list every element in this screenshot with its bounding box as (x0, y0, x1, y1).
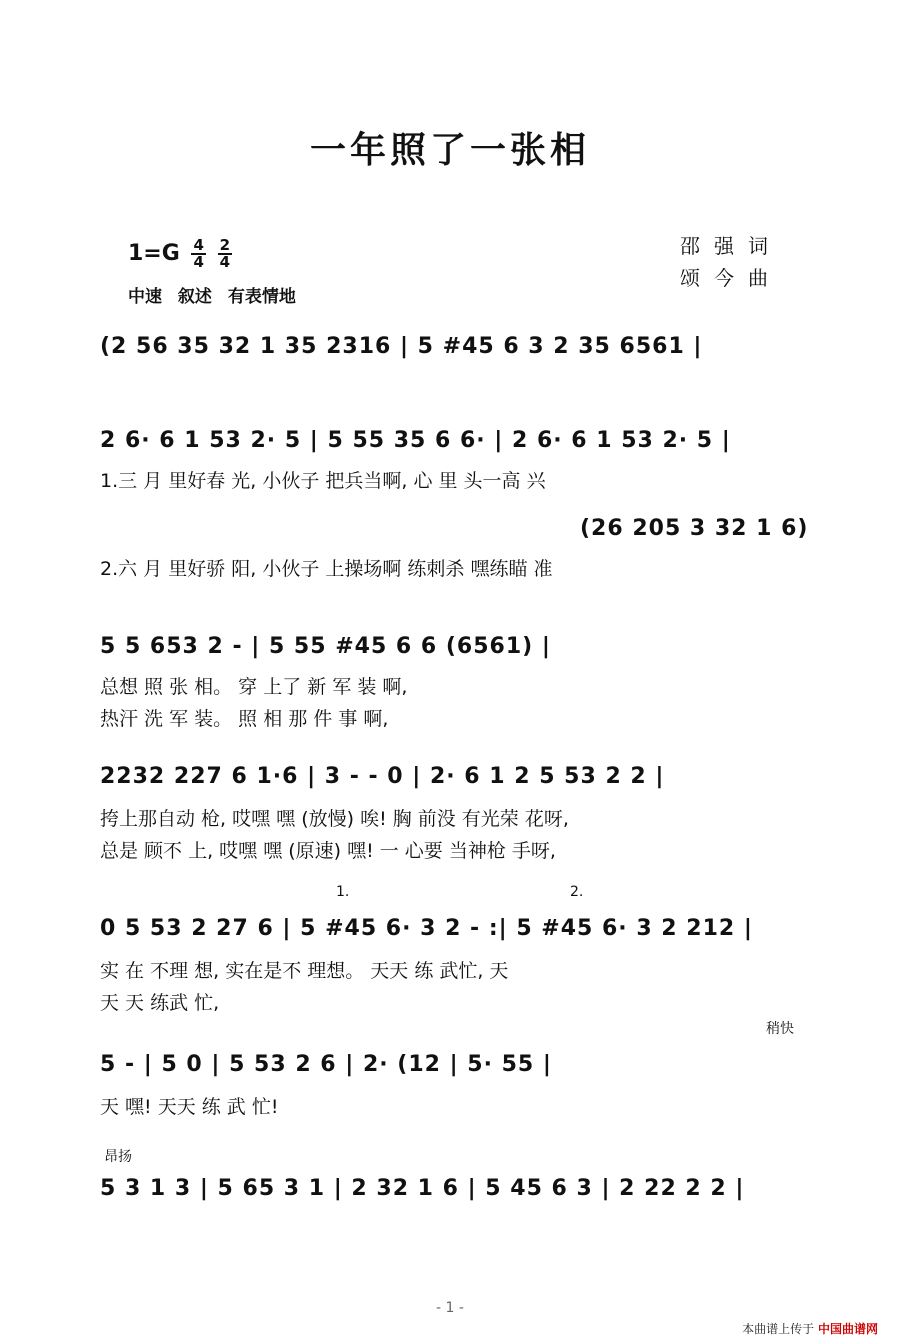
notation-row-7: 5 - | 5 0 | 5 53 2 6 | 2· (12 | 5· 55 | (100, 1052, 552, 1077)
notation-row-4: 5 5 653 2 - | 5 55 #45 6 6 (6561) | (100, 634, 551, 659)
uplifting-marking: 昂扬 (104, 1149, 132, 1165)
volta-1-label: 1. (336, 884, 350, 900)
key-signature (128, 238, 232, 270)
faster-marking: 稍快 (766, 1021, 794, 1037)
lyric-row-5-verse-1: 挎上那自动 枪, 哎嘿 嘿 (放慢) 唉! 胸 前没 有光荣 花呀, (100, 808, 569, 830)
lyric-row-6-verse-1: 实 在 不理 想, 实在是不 理想。 天天 练 武忙, 天 (100, 960, 509, 982)
notation-row-1: (2 56 35 32 1 35 2316 | 5 #45 6 3 2 35 6561 | (100, 334, 703, 359)
tempo-marking: 中速 叙述 有表情地 (128, 287, 296, 307)
notation-row-5: 2232 227 6 1·6 | 3 - - 0 | 2· 6 1 2 5 53 2 2 | (100, 764, 665, 789)
source-brand: 中国曲谱网 (817, 1322, 878, 1336)
lyric-row-6-verse-2: 天 天 练武 忙, (100, 992, 220, 1014)
notation-row-3: (26 205 3 32 1 6) (580, 516, 809, 541)
lyric-row-3-verse-2: 2.六 月 里好骄 阳, 小伙子 上操场啊 练刺杀 嘿练瞄 准 (100, 558, 553, 580)
notation-row-6: 0 5 53 2 27 6 | 5 #45 6· 3 2 - :| 5 #45 6· 3 2 212 | (100, 916, 753, 941)
page-title: 一年照了一张相 (309, 130, 590, 171)
time1-numerator: 4 (193, 236, 204, 254)
time2-numerator: 2 (219, 236, 231, 254)
source-credit (742, 1320, 878, 1337)
lyric-row-4-verse-2: 热汗 洗 军 装。 照 相 那 件 事 啊, (100, 708, 389, 730)
page-number: - 1 - (436, 1300, 464, 1316)
lyric-row-5-verse-2: 总是 顾不 上, 哎嘿 嘿 (原速) 嘿! 一 心要 当神枪 手呀, (100, 840, 556, 862)
source-prefix: 本曲谱上传于 (742, 1322, 815, 1336)
time1-denominator: 4 (193, 253, 204, 271)
lyric-row-4-verse-1: 总想 照 张 相。 穿 上了 新 军 装 啊, (100, 676, 408, 698)
key-label: 1=G (128, 241, 180, 266)
time-signature-1 (191, 238, 205, 270)
time2-denominator: 4 (219, 253, 231, 271)
notation-row-8: 5 3 1 3 | 5 65 3 1 | 2 32 1 6 | 5 45 6 3 | 2 22 2 2 | (100, 1176, 745, 1201)
composer-credit: 颂今曲 (680, 266, 782, 290)
volta-2-label: 2. (570, 884, 584, 900)
notation-row-2: 2 6· 6 1 53 2· 5 | 5 55 35 6 6· | 2 6· 6 1 53 2· 5 | (100, 428, 731, 453)
lyric-row-2-verse-1: 1.三 月 里好春 光, 小伙子 把兵当啊, 心 里 头一高 兴 (100, 470, 546, 492)
lyric-row-7-verse-1: 天 嘿! 天天 练 武 忙! (100, 1096, 279, 1118)
lyricist-credit: 邵强词 (680, 234, 782, 258)
time-signature-2 (218, 238, 232, 270)
